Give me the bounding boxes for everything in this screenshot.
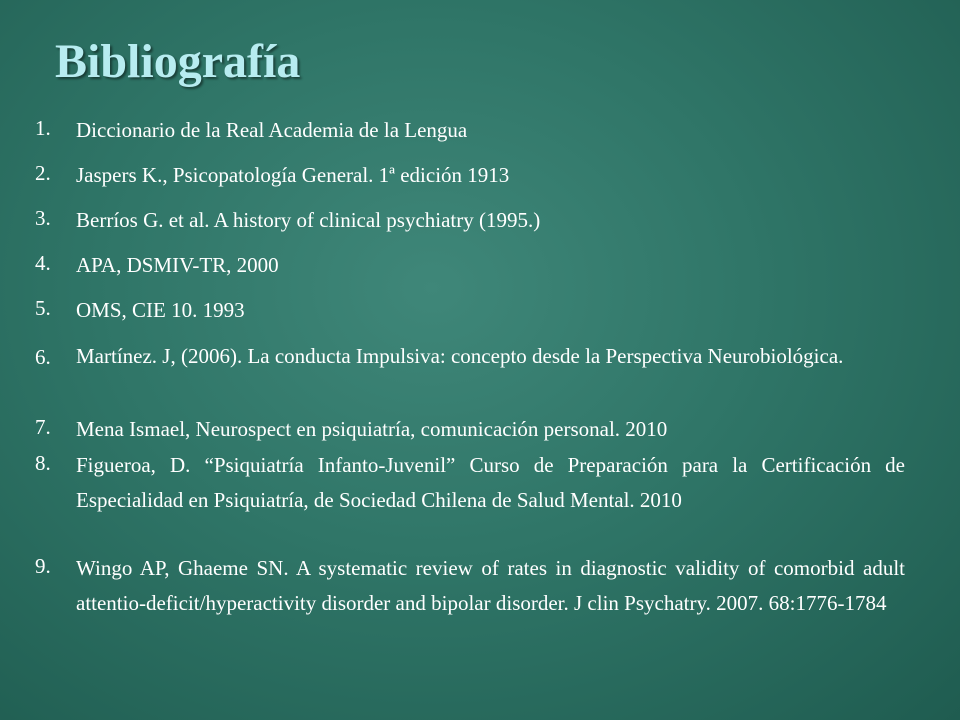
reference-number: 4. — [35, 251, 51, 275]
reference-number: 9. — [35, 554, 51, 578]
reference-text: Jaspers K., Psicopatología General. 1ª edición 1913 — [76, 163, 510, 187]
reference-number: 2. — [35, 161, 51, 185]
reference-text: OMS, CIE 10. 1993 — [76, 298, 245, 322]
reference-number: 3. — [35, 206, 51, 230]
reference-number: 5. — [35, 296, 51, 320]
reference-number: 7. — [35, 415, 51, 439]
reference-text: Martínez. J, (2006). La conducta Impulsiva: concepto desde la Perspectiva Neurobiológica. — [76, 344, 844, 368]
slide-title: Bibliografía — [55, 35, 301, 88]
reference-text: APA, DSMIV-TR, 2000 — [76, 253, 279, 277]
reference-number: 1. — [35, 116, 51, 140]
reference-text: Figueroa, D. “Psiquiatría Infanto-Juvenil” Curso de Preparación para la Certificación de Especialidad en Psiquiatría, de Sociedad Chilena de Salud Mental. 2010 — [76, 453, 905, 512]
reference-text: Mena Ismael, Neurospect en psiquiatría, comunicación personal. 2010 — [76, 417, 668, 441]
reference-text: Berríos G. et al. A history of clinical psychiatry (1995.) — [76, 208, 541, 232]
reference-text: Diccionario de la Real Academia de la Lengua — [76, 118, 468, 142]
reference-text: Wingo AP, Ghaeme SN. A systematic review of rates in diagnostic validity of comorbid adult attentio-deficit/hyperactivity disorder and bipolar disorder. J clin Psychatry. 2007. 68:1776-1784 — [76, 556, 905, 615]
reference-number: 6. — [35, 345, 51, 369]
reference-number: 8. — [35, 451, 51, 475]
